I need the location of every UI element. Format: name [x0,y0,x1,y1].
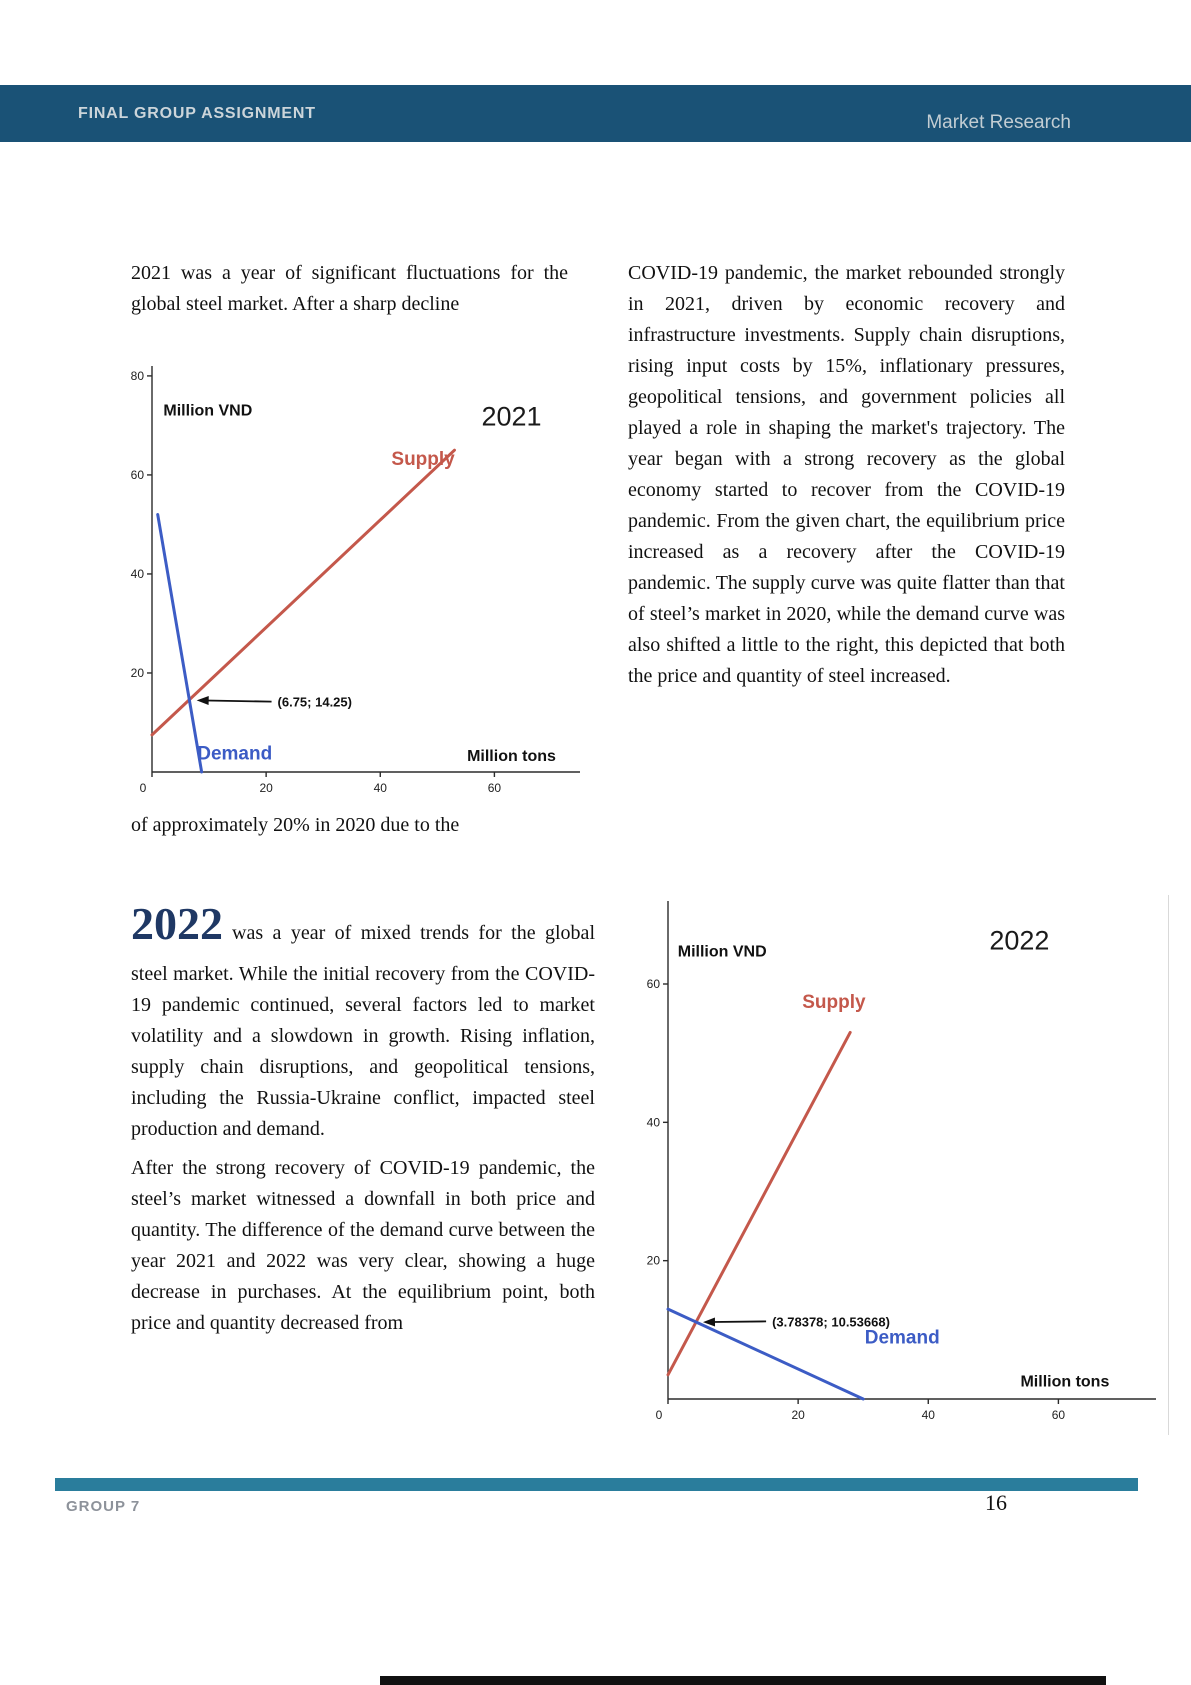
supply-curve [152,450,454,735]
chart-ylabel: Million VND [163,402,253,420]
y-tick-label: 20 [130,665,144,680]
supply-label: Supply [391,449,455,471]
chart-xlabel: Million tons [1020,1373,1110,1391]
chart-svg-2021 [118,358,590,806]
demand-curve [158,515,202,772]
chart-title: 2021 [481,401,542,432]
equilibrium-arrow [713,1321,766,1322]
chart-ylabel: Million VND [677,943,767,961]
page-number: 16 [985,1490,1007,1515]
x-tick-label: 0 [655,1408,663,1422]
section-2022 [131,888,595,1347]
x-tick-label: 60 [487,781,502,795]
paragraph-2021-analysis: COVID-19 pandemic, the market rebounded strongly in 2021, driven by economic recovery and infrastructure investments. Supply chain disruptions, rising input costs by 15%, inflationary pressures, geopolitical tensions, and government policies all played a role in shaping the market's trajectory. The year began with a strong recovery as the global economy started to recover from the COVID-19 pandemic. From the given chart, the equilibrium price increased as a recovery after the COVID-19 pandemic. The supply curve was quite flatter than that of steel’s market in 2020, while the demand curve was also shifted a little to the right, this depicted that both the price and quantity of steel increased. [628,262,1065,687]
paragraph-2022-second: After the strong recovery of COVID-19 pandemic, the steel’s market witnessed a downfall in both price and quantity. The difference of the demand curve between the year 2021 and 2022 was very clear, showing a huge decrease in purchases. At the equilibrium point, both price and quantity decreased from [131,1157,595,1335]
x-tick-label: 40 [921,1408,935,1422]
equilibrium-label: (3.78378; 10.53668) [772,1314,890,1330]
x-tick-label: 20 [259,781,273,795]
chart-title: 2022 [989,925,1050,956]
year-heading-2022: 2022 [131,898,223,949]
y-tick-label: 60 [130,467,144,482]
chart-2022 [612,895,1169,1435]
y-tick-label: 60 [646,977,660,991]
x-tick-label: 0 [139,781,147,795]
y-tick-label: 40 [646,1115,660,1130]
footer-bar [55,1478,1138,1491]
chart-svg-2022 [612,895,1168,1435]
x-tick-label: 60 [1051,1408,1066,1422]
paragraph-2021-caption: of approximately 20% in 2020 due to the [131,814,460,836]
chart-xlabel: Million tons [467,748,556,766]
equilibrium-arrowhead-icon [197,696,209,705]
y-tick-label: 80 [130,368,144,383]
equilibrium-label: (6.75; 14.25) [277,694,352,710]
header-right-title: Market Research [926,112,1071,133]
supply-label: Supply [802,992,866,1014]
chart-2021 [118,358,590,806]
y-tick-label: 20 [646,1253,660,1268]
footer-group-label: GROUP 7 [66,1498,141,1515]
next-page-edge [380,1676,1106,1685]
demand-label: Demand [864,1327,940,1349]
paragraph-2022-first [131,888,595,1145]
equilibrium-arrow [207,701,272,702]
paragraph-2021-intro: 2021 was a year of significant fluctuations for the global steel market. After a sharp decline [131,262,568,315]
header-left-title: FINAL GROUP ASSIGNMENT [78,104,316,122]
demand-label: Demand [197,743,273,765]
x-tick-label: 40 [373,781,387,795]
paragraph-2022-first-text: was a year of mixed trends for the global steel market. While the initial recovery from the COVID-19 pandemic continued, several factors led to market volatility and a slowdown in growth. Rising inflation, supply chain disruptions, and geopolitical tensions, including the Russia-Ukraine conflict, impacted steel production and demand. [131,922,595,1141]
header-bar [0,85,1191,142]
x-tick-label: 20 [791,1408,805,1422]
y-tick-label: 40 [130,566,144,581]
